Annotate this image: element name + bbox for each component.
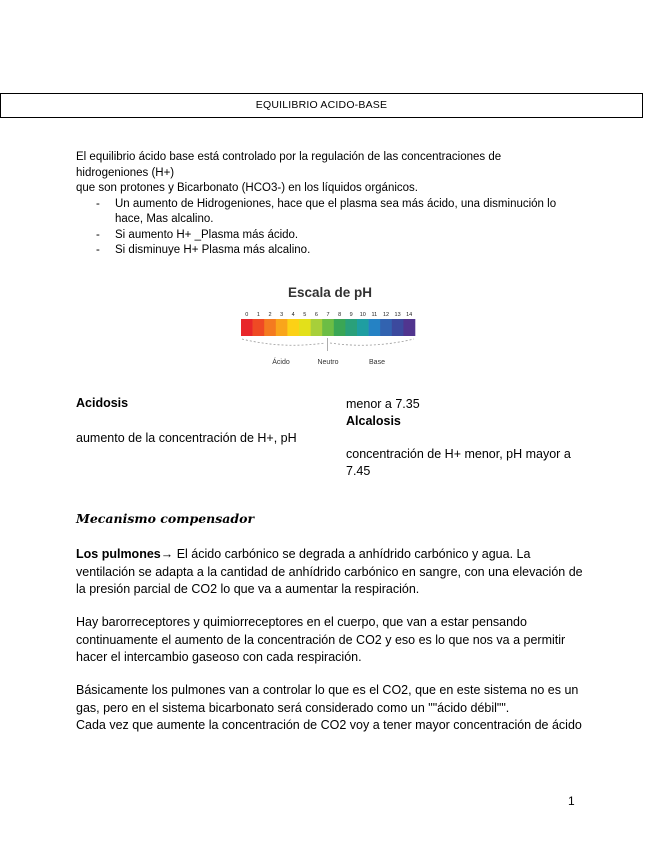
- ph-bar-segment: [392, 319, 404, 336]
- ph-number-label: 8: [338, 312, 342, 318]
- alcalosis-title: Alcalosis: [346, 414, 401, 428]
- ph-number-label: 3: [280, 312, 284, 318]
- ph-number-label: 2: [268, 312, 272, 318]
- ph-number-label: 11: [371, 312, 378, 318]
- acidosis-title: Acidosis: [76, 396, 129, 410]
- acid-bracket: [242, 339, 325, 345]
- ph-scale-numbers: [245, 312, 412, 318]
- intro-line-2: que son protones y Bicarbonato (HCO3-) en los líquidos orgánicos.: [76, 182, 418, 194]
- document-title: EQUILIBRIO ACIDO-BASE: [255, 99, 388, 111]
- co2-text-1: Básicamente los pulmones van a controlar lo que es el CO2, que en este sistema no es un gas, pero en el sistema bicarbonato será considerado como un ""ácido débil"".: [76, 683, 579, 715]
- ph-bar-segment: [334, 319, 346, 336]
- page-number: 1: [568, 794, 575, 808]
- ph-bar-segment: [357, 319, 369, 336]
- list-item: - Un aumento de Hidrogeniones, hace que el plasma sea más ácido, una disminución lo hace, Mas alcalino.: [96, 197, 557, 225]
- ph-number-label: 4: [291, 312, 295, 318]
- acid-label: Ácido: [272, 359, 290, 366]
- mechanism-title: Mecanismo compensador: [76, 511, 255, 526]
- base-bracket: [330, 339, 414, 345]
- ph-bar-segment: [264, 319, 276, 336]
- bullet-dash: -: [96, 244, 100, 256]
- lungs-text: El ácido carbónico se degrada a anhídrido carbónico y agua. La ventilación se adapta a la cantidad de anhídrido carbónico en sangre, con una elevación de la presión parcial de CO2 lo que va a aumentar la respiración.: [76, 547, 583, 596]
- ph-number-label: 9: [349, 312, 353, 318]
- ph-bar-segment: [345, 319, 357, 336]
- ph-number-label: 12: [382, 312, 390, 318]
- intro-bullet-list: [76, 197, 576, 259]
- alcalosis-description: concentración de H+ menor, pH mayor a 7.45: [346, 447, 571, 478]
- ph-bar-segment: [276, 319, 288, 336]
- arrow-glyph: →: [160, 547, 174, 561]
- ph-number-label: 1: [256, 312, 260, 318]
- ph-bar-segment: [380, 319, 392, 336]
- ph-bar-segment: [311, 319, 323, 336]
- ph-number-label: 10: [359, 312, 366, 318]
- right-column: [346, 396, 586, 480]
- lungs-paragraph: [76, 546, 586, 599]
- ph-number-label: 7: [326, 312, 330, 318]
- intro-section: [76, 150, 576, 259]
- co2-text-2: Cada vez que aumente la concentración de CO2 voy a tener mayor concentración de ácido: [76, 718, 582, 732]
- ph-bar-segment: [253, 319, 265, 336]
- intro-line-1: El equilibrio ácido base está controlado por la regulación de las concentraciones de hidrogeniones (H+): [76, 151, 502, 179]
- bullet-dash: -: [96, 197, 100, 210]
- lungs-lead: Los pulmones: [76, 547, 161, 561]
- receptors-paragraph: Hay barorreceptores y quimiorreceptores en el cuerpo, que van a estar pensando continuamente el aumento de la concentración de CO2 y eso es lo que nos va a permitir hacer el intercambio gaseoso con cada respiración.: [76, 615, 566, 664]
- ph-number-label: 13: [394, 312, 401, 318]
- ph-number-label: 6: [314, 312, 318, 318]
- ph-scale-title: Escala de pH: [287, 285, 373, 300]
- base-label: Base: [369, 359, 385, 366]
- ph-bar-segment: [287, 319, 299, 336]
- list-item: - Si aumento H+ _Plasma más ácido.: [76, 228, 576, 244]
- ph-number-label: 5: [303, 312, 307, 318]
- document-title-box: [0, 93, 643, 118]
- ph-bar-segment: [403, 319, 415, 336]
- ph-bar-segment: [299, 319, 311, 336]
- acidosis-continuation: menor a 7.35: [346, 397, 420, 411]
- neutral-label: Neutro: [317, 359, 339, 366]
- ph-number-label: 14: [406, 312, 413, 318]
- ph-scale-bars: [241, 319, 415, 336]
- co2-paragraph: [76, 682, 586, 735]
- acidosis-description: aumento de la concentración de H+, pH: [76, 431, 297, 445]
- ph-bar-segment: [322, 319, 334, 336]
- ph-scale-figure: [232, 305, 422, 370]
- ph-bar-segment: [369, 319, 381, 336]
- bullet-dash: -: [96, 228, 100, 241]
- list-item: - Si disminuye H+ Plasma más alcalino.: [76, 243, 576, 259]
- ph-number-label: 0: [245, 312, 249, 318]
- ph-bar-segment: [241, 319, 253, 336]
